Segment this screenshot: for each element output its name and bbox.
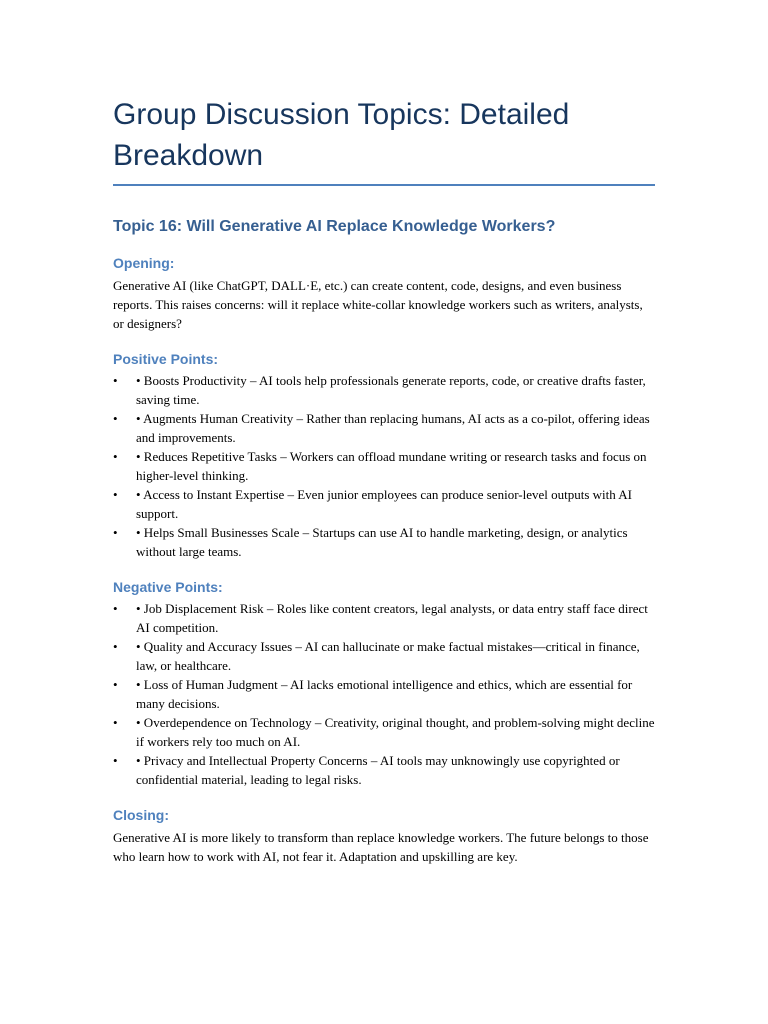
list-item (113, 713, 655, 751)
bullet-icon: • (113, 411, 118, 426)
list-item-text: • Augments Human Creativity – Rather than replacing humans, AI acts as a co-pilot, offering ideas and improvements. (136, 411, 650, 445)
list-item (113, 485, 655, 523)
list-item-text: • Privacy and Intellectual Property Concerns – AI tools may unknowingly use copyrighted or confidential material, leading to legal risks. (136, 753, 620, 787)
list-item (113, 599, 655, 637)
list-item (113, 447, 655, 485)
bullet-icon: • (113, 601, 118, 616)
list-item (113, 371, 655, 409)
list-item (113, 751, 655, 789)
document-page (113, 94, 655, 866)
closing-heading: Closing: (113, 807, 169, 823)
list-item-text: • Reduces Repetitive Tasks – Workers can offload mundane writing or research tasks and focus on higher-level thinking. (136, 449, 647, 483)
list-item-text: • Access to Instant Expertise – Even junior employees can produce senior-level outputs with AI support. (136, 487, 632, 521)
document-title: Group Discussion Topics: Detailed Breakdown (113, 94, 655, 186)
opening-heading: Opening: (113, 255, 175, 271)
list-item (113, 637, 655, 675)
closing-text: Generative AI is more likely to transform than replace knowledge workers. The future belongs to those who learn how to work with AI, not fear it. Adaptation and upskilling are key. (113, 830, 649, 864)
bullet-icon: • (113, 639, 118, 654)
bullet-icon: • (113, 753, 118, 768)
negative-points-list (113, 599, 655, 789)
list-item-text: • Job Displacement Risk – Roles like content creators, legal analysts, or data entry staff face direct AI competition. (136, 601, 648, 635)
list-item-text: • Overdependence on Technology – Creativity, original thought, and problem-solving might decline if workers rely too much on AI. (136, 715, 655, 749)
list-item-text: • Helps Small Businesses Scale – Startups can use AI to handle marketing, design, or analytics without large teams. (136, 525, 628, 559)
negative-points-heading: Negative Points: (113, 579, 223, 595)
bullet-icon: • (113, 677, 118, 692)
list-item-text: • Boosts Productivity – AI tools help professionals generate reports, code, or creative drafts faster, saving time. (136, 373, 646, 407)
positive-points-list (113, 371, 655, 561)
list-item-text: • Loss of Human Judgment – AI lacks emotional intelligence and ethics, which are essential for many decisions. (136, 677, 633, 711)
list-item-text: • Quality and Accuracy Issues – AI can hallucinate or make factual mistakes—critical in finance, law, or healthcare. (136, 639, 640, 673)
bullet-icon: • (113, 373, 118, 388)
bullet-icon: • (113, 715, 118, 730)
topic-heading: Topic 16: Will Generative AI Replace Knowledge Workers? (113, 218, 556, 235)
list-item (113, 409, 655, 447)
bullet-icon: • (113, 525, 118, 540)
bullet-icon: • (113, 487, 118, 502)
bullet-icon: • (113, 449, 118, 464)
opening-text: Generative AI (like ChatGPT, DALL·E, etc.) can create content, code, designs, and even business reports. This raises concerns: will it replace white-collar knowledge workers such as writers, analysts, or designers? (113, 278, 643, 331)
list-item (113, 675, 655, 713)
list-item (113, 523, 655, 561)
positive-points-heading: Positive Points: (113, 351, 219, 367)
